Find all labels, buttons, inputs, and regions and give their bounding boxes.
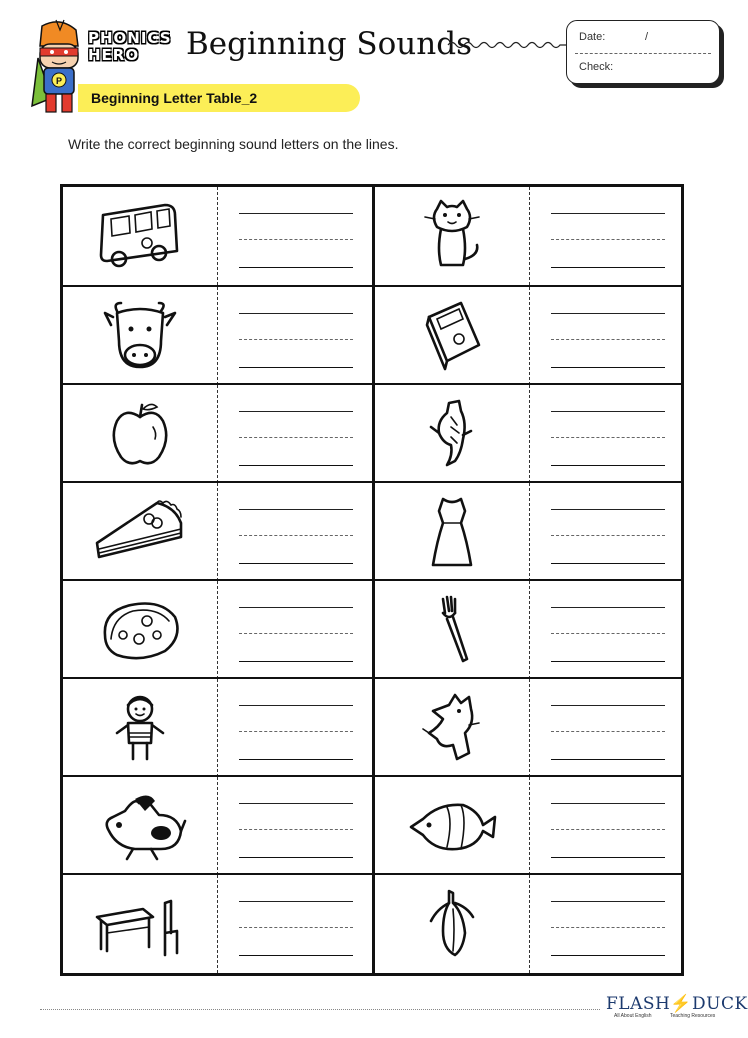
apple-icon bbox=[95, 399, 185, 469]
page-title: Beginning Sounds bbox=[186, 26, 472, 62]
instructions-text: Write the correct beginning sound letters on the lines. bbox=[68, 136, 399, 152]
table-row bbox=[63, 775, 372, 875]
writing-lines[interactable] bbox=[551, 875, 665, 973]
footer-divider bbox=[40, 1009, 600, 1010]
fox-icon bbox=[407, 693, 497, 763]
svg-text:P: P bbox=[56, 76, 63, 86]
banana-icon bbox=[407, 889, 497, 959]
writing-line-middle bbox=[239, 927, 353, 928]
picture-cell bbox=[375, 187, 530, 285]
pie-icon bbox=[95, 497, 185, 567]
writing-line-middle bbox=[239, 535, 353, 536]
writing-line-top bbox=[551, 607, 665, 608]
dog-icon bbox=[95, 791, 185, 861]
writing-lines[interactable] bbox=[551, 483, 665, 581]
writing-line-middle bbox=[239, 633, 353, 634]
writing-line-top bbox=[239, 313, 353, 314]
writing-line-top bbox=[239, 411, 353, 412]
writing-lines[interactable] bbox=[239, 679, 353, 777]
date-label: Date: bbox=[579, 31, 606, 43]
writing-line-base bbox=[239, 367, 353, 368]
writing-line-base bbox=[551, 661, 665, 662]
table-row bbox=[375, 187, 684, 285]
bus-icon bbox=[95, 201, 185, 271]
writing-line-base bbox=[551, 465, 665, 466]
writing-lines[interactable] bbox=[239, 777, 353, 875]
brand-logo bbox=[88, 30, 180, 74]
writing-line-top bbox=[239, 901, 353, 902]
brand-line-hero: HERO bbox=[88, 46, 140, 64]
writing-lines[interactable] bbox=[551, 777, 665, 875]
date-box-divider bbox=[575, 53, 711, 54]
lightning-icon: ⚡ bbox=[670, 994, 693, 1014]
writing-line-base bbox=[239, 465, 353, 466]
picture-cell bbox=[375, 483, 530, 581]
table-row bbox=[375, 383, 684, 483]
cow-icon bbox=[95, 301, 185, 371]
picture-cell bbox=[63, 679, 218, 777]
writing-line-base bbox=[239, 955, 353, 956]
writing-lines[interactable] bbox=[239, 581, 353, 679]
writing-line-top bbox=[551, 411, 665, 412]
picture-cell bbox=[63, 777, 218, 875]
writing-line-middle bbox=[551, 731, 665, 732]
writing-line-top bbox=[551, 509, 665, 510]
picture-cell bbox=[375, 777, 530, 875]
cookie-icon bbox=[95, 595, 185, 665]
table-row bbox=[63, 285, 372, 385]
writing-line-base bbox=[239, 661, 353, 662]
writing-lines[interactable] bbox=[551, 385, 665, 483]
logo-left-text: FLASH bbox=[606, 994, 671, 1014]
picture-cell bbox=[63, 187, 218, 285]
table-row bbox=[63, 187, 372, 285]
table-row bbox=[375, 873, 684, 973]
brand-line-phonics: PHONICS bbox=[88, 29, 172, 47]
writing-line-base bbox=[551, 563, 665, 564]
writing-line-top bbox=[551, 313, 665, 314]
writing-line-middle bbox=[551, 239, 665, 240]
fish-icon bbox=[407, 791, 497, 861]
writing-line-top bbox=[239, 705, 353, 706]
writing-line-middle bbox=[239, 339, 353, 340]
writing-line-base bbox=[551, 857, 665, 858]
table-row bbox=[63, 873, 372, 973]
writing-lines[interactable] bbox=[551, 679, 665, 777]
fork-icon bbox=[407, 595, 497, 665]
writing-line-middle bbox=[239, 437, 353, 438]
table-row bbox=[375, 677, 684, 777]
writing-lines[interactable] bbox=[239, 875, 353, 973]
writing-line-base bbox=[551, 367, 665, 368]
writing-line-top bbox=[239, 607, 353, 608]
writing-line-top bbox=[551, 213, 665, 214]
writing-line-middle bbox=[551, 829, 665, 830]
writing-line-base bbox=[551, 955, 665, 956]
table-row bbox=[375, 481, 684, 581]
writing-line-base bbox=[239, 857, 353, 858]
writing-lines[interactable] bbox=[239, 187, 353, 285]
dress-icon bbox=[407, 497, 497, 567]
picture-cell bbox=[375, 679, 530, 777]
writing-lines[interactable] bbox=[551, 187, 665, 285]
writing-lines[interactable] bbox=[239, 483, 353, 581]
writing-line-top bbox=[551, 803, 665, 804]
picture-cell bbox=[375, 385, 530, 483]
picture-cell bbox=[375, 287, 530, 385]
logo-right-text: DUCK bbox=[692, 994, 748, 1014]
book-icon bbox=[407, 301, 497, 371]
cat-icon bbox=[407, 201, 497, 271]
writing-line-base bbox=[239, 267, 353, 268]
logo-tagline-left: All About English bbox=[614, 1013, 652, 1019]
table-row bbox=[63, 677, 372, 777]
writing-line-middle bbox=[551, 437, 665, 438]
table-row bbox=[375, 775, 684, 875]
boy-icon bbox=[95, 693, 185, 763]
writing-line-base bbox=[551, 267, 665, 268]
picture-cell bbox=[63, 483, 218, 581]
writing-lines[interactable] bbox=[551, 287, 665, 385]
writing-line-base bbox=[551, 759, 665, 760]
crocodile-icon bbox=[407, 399, 497, 469]
table-row bbox=[63, 383, 372, 483]
writing-lines[interactable] bbox=[239, 385, 353, 483]
picture-cell bbox=[63, 385, 218, 483]
writing-line-base bbox=[239, 563, 353, 564]
picture-cell bbox=[63, 581, 218, 679]
writing-line-top bbox=[239, 213, 353, 214]
writing-line-top bbox=[239, 509, 353, 510]
writing-line-middle bbox=[551, 535, 665, 536]
writing-line-middle bbox=[239, 829, 353, 830]
writing-line-middle bbox=[551, 927, 665, 928]
table-row bbox=[63, 579, 372, 679]
writing-line-base bbox=[239, 759, 353, 760]
writing-line-middle bbox=[551, 339, 665, 340]
check-label: Check: bbox=[579, 61, 614, 73]
desk-icon bbox=[95, 889, 185, 959]
writing-line-top bbox=[551, 901, 665, 902]
writing-lines[interactable] bbox=[551, 581, 665, 679]
date-check-box bbox=[566, 20, 720, 84]
table-row bbox=[63, 481, 372, 581]
date-separator: / bbox=[645, 31, 649, 43]
table-row bbox=[375, 579, 684, 679]
writing-line-top bbox=[239, 803, 353, 804]
writing-line-middle bbox=[239, 731, 353, 732]
writing-lines[interactable] bbox=[239, 287, 353, 385]
table-row bbox=[375, 285, 684, 385]
picture-cell bbox=[63, 287, 218, 385]
picture-cell bbox=[375, 875, 530, 973]
beginning-letter-table bbox=[60, 184, 684, 976]
picture-cell bbox=[375, 581, 530, 679]
left-column bbox=[63, 187, 372, 973]
logo-wordmark bbox=[606, 994, 748, 1014]
writing-line-top bbox=[551, 705, 665, 706]
picture-cell bbox=[63, 875, 218, 973]
writing-line-middle bbox=[551, 633, 665, 634]
subtitle-text: Beginning Letter Table_2 bbox=[91, 90, 258, 106]
flashduck-logo bbox=[606, 994, 748, 1022]
squiggle-line-icon bbox=[448, 38, 566, 52]
writing-line-middle bbox=[239, 239, 353, 240]
right-column bbox=[375, 187, 684, 973]
logo-tagline-right: Teaching Resources bbox=[670, 1013, 716, 1019]
subtitle-banner bbox=[78, 84, 360, 112]
